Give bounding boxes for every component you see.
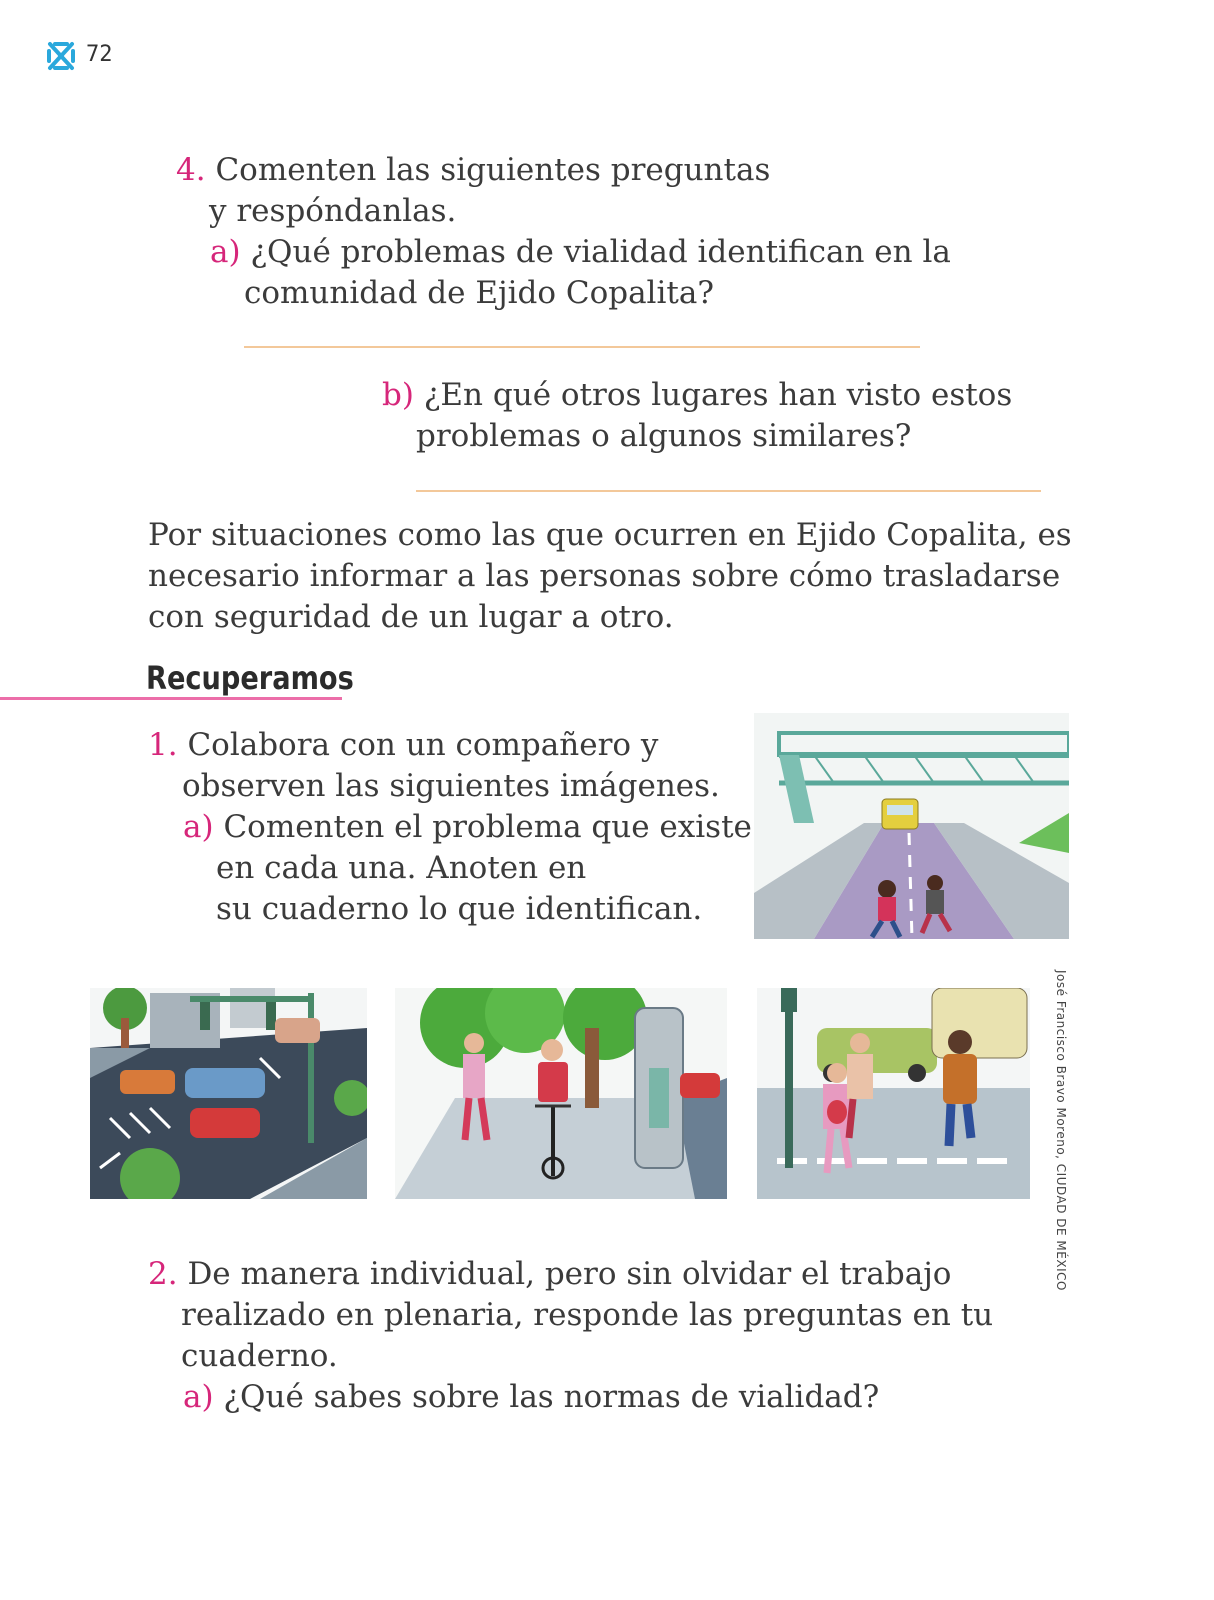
question-text: Comenten las siguientes preguntas	[215, 152, 771, 188]
activity-text-line2: observen las siguientes imágenes.	[182, 768, 720, 804]
subquestion-text: ¿En qué otros lugares han visto estos	[423, 377, 1013, 413]
section-rule	[0, 697, 342, 700]
question-4	[176, 150, 770, 191]
activity-2	[148, 1254, 951, 1295]
illustration-credit: José Francisco Bravo Moreno, CIUDAD DE MÉXICO	[1054, 970, 1068, 1291]
activity-number: 1.	[148, 727, 178, 763]
subquestion-letter: b)	[382, 377, 414, 413]
subquestion-letter: a)	[210, 234, 241, 270]
subquestion-text: ¿Qué sabes sobre las normas de vialidad?	[223, 1379, 880, 1415]
subquestion-letter: a)	[183, 809, 214, 845]
page-number: 72	[86, 42, 113, 67]
intersection-traffic-illustration	[90, 988, 367, 1199]
activity-text: Colabora con un compañero y	[187, 727, 659, 763]
page-logo-icon	[46, 40, 76, 72]
activity-2a	[183, 1377, 879, 1418]
paragraph-line: Por situaciones como las que ocurren en Ejido Copalita, es	[148, 517, 1072, 553]
activity-text: De manera individual, pero sin olvidar el trabajo	[187, 1256, 952, 1292]
activity-number: 2.	[148, 1256, 178, 1292]
subquestion-text-line2: en cada una. Anoten en	[216, 850, 587, 886]
question-4a	[210, 232, 951, 273]
question-4b	[382, 375, 1012, 416]
activity-text-line2: realizado en plenaria, responde las preguntas en tu	[181, 1297, 994, 1333]
activity-1a	[183, 807, 752, 848]
answer-line[interactable]	[244, 346, 920, 348]
subquestion-letter: a)	[183, 1379, 214, 1415]
crosswalk-pedestrians-illustration	[757, 988, 1030, 1199]
question-text-line2: y respóndanlas.	[209, 193, 457, 229]
activity-1	[148, 725, 658, 766]
activity-text-line3: cuaderno.	[181, 1338, 338, 1374]
paragraph-line: necesario informar a las personas sobre cómo trasladarse	[148, 558, 1061, 594]
subquestion-text-line3: su cuaderno lo que identifican.	[216, 891, 703, 927]
answer-line[interactable]	[416, 490, 1041, 492]
question-number: 4.	[176, 152, 206, 188]
subquestion-text-line2: comunidad de Ejido Copalita?	[244, 275, 714, 311]
cyclist-on-sidewalk-illustration	[395, 988, 727, 1199]
subquestion-text-line2: problemas o algunos similares?	[416, 418, 912, 454]
paragraph-line: con seguridad de un lugar a otro.	[148, 599, 674, 635]
subquestion-text: Comenten el problema que existe	[223, 809, 752, 845]
pedestrians-under-bridge-illustration	[754, 713, 1069, 939]
section-title: Recuperamos	[146, 659, 354, 697]
subquestion-text: ¿Qué problemas de vialidad identifican en la	[250, 234, 951, 270]
